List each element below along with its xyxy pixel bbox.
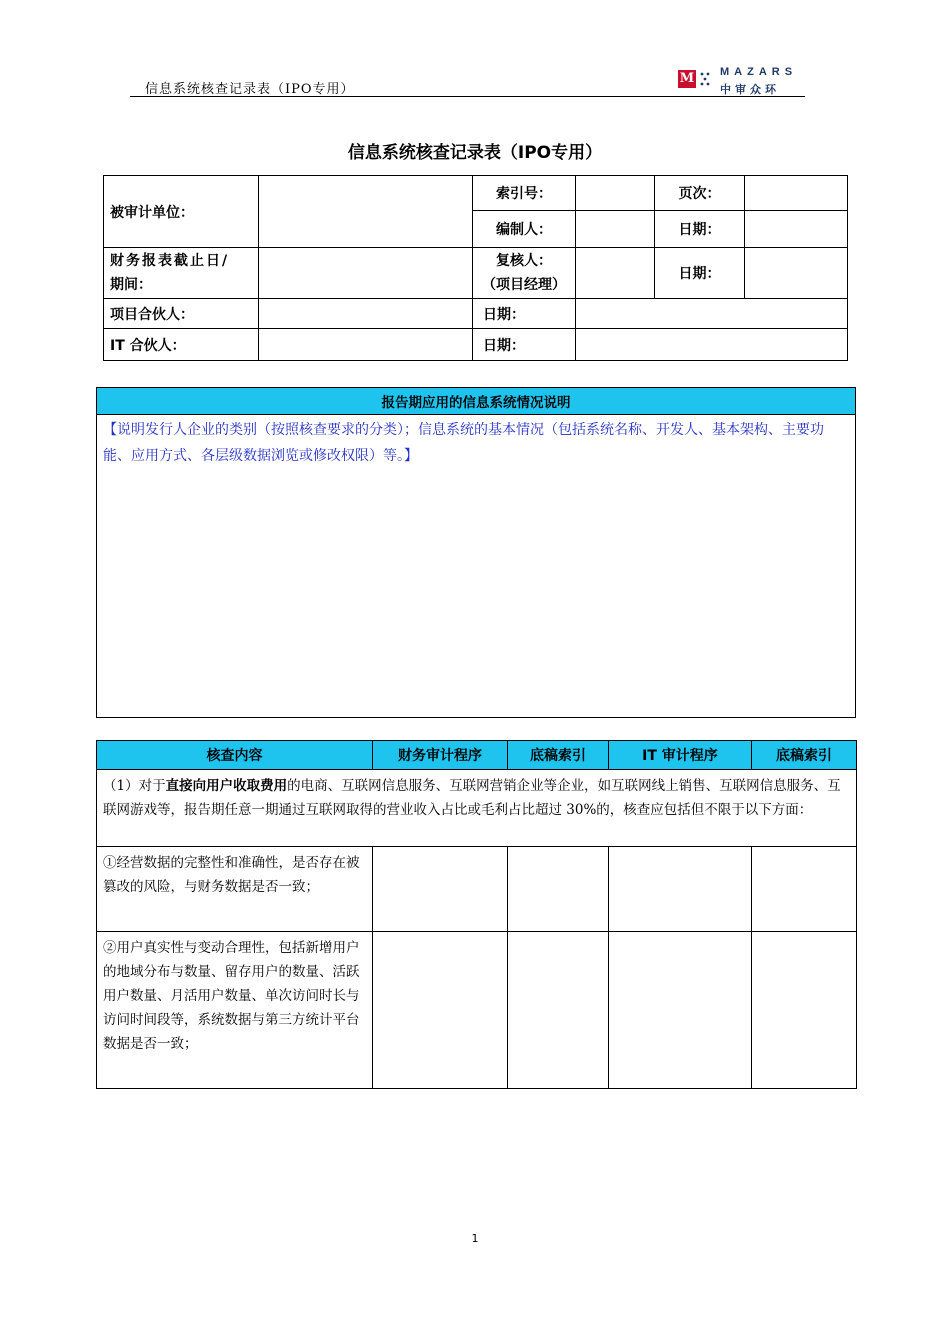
item-2-workpaper-index[interactable] — [508, 932, 609, 1089]
header-rule — [130, 96, 805, 97]
audited-unit-label: 被审计单位： — [104, 176, 259, 248]
index-no-value[interactable] — [576, 176, 655, 211]
preparer-date-value[interactable] — [745, 211, 848, 248]
report-period-value[interactable] — [259, 248, 473, 299]
system-description-header: 报告期应用的信息系统情况说明 — [97, 388, 856, 415]
system-description-table — [96, 387, 856, 718]
item-1-financial-procedure[interactable] — [373, 847, 508, 932]
reviewer-date-value[interactable] — [745, 248, 848, 299]
logo-star-icon — [698, 70, 714, 88]
info-table — [103, 175, 848, 361]
project-partner-date-value[interactable] — [576, 299, 848, 329]
item-1-text: ①经营数据的完整性和准确性，是否存在被篡改的风险，与财务数据是否一致； — [97, 847, 373, 932]
item-1-it-procedure[interactable] — [609, 847, 752, 932]
verification-table — [96, 740, 857, 1089]
intro-prefix: （1）对于 — [103, 778, 166, 794]
report-period-label — [104, 248, 259, 299]
item-2-financial-procedure[interactable] — [373, 932, 508, 1089]
system-description-note[interactable]: 【说明发行人企业的类别（按照核查要求的分类）；信息系统的基本情况（包括系统名称、开发人、基本架构、主要功能、应用方式、各层级数据浏览或修改权限）等。】 — [97, 415, 856, 718]
intro-bold: 直接向用户收取费用 — [165, 778, 288, 794]
page-no-label: 页次： — [655, 176, 745, 211]
page-no-value[interactable] — [745, 176, 848, 211]
project-partner-date-label: 日期： — [473, 299, 576, 329]
intro-suffix: 的电商、互联网信息服务、互联网营销企业等企业，如互联网线上销售、互联网信息服务、互联网游戏等，报告期任意一期通过互联网取得的营业收入占比或毛利占比超过 30%的，核查应包括但不限于以下方面： — [103, 778, 841, 818]
reviewer-label-line1: 复核人： — [496, 253, 552, 269]
col-header-content: 核查内容 — [97, 741, 373, 770]
reviewer-label — [473, 248, 576, 299]
item-2-workpaper-index-2[interactable] — [752, 932, 857, 1089]
table-row — [97, 847, 857, 932]
preparer-date-label: 日期： — [655, 211, 745, 248]
item-1-workpaper-index-2[interactable] — [752, 847, 857, 932]
item-2-text: ②用户真实性与变动合理性，包括新增用户的地域分布与数量、留存用户的数量、活跃用户数量、月活用户数量、单次访问时长与访问时间段等，系统数据与第三方统计平台数据是否一致； — [97, 932, 373, 1089]
table-row — [97, 932, 857, 1089]
running-header-title: 信息系统核查记录表（IPO专用） — [145, 82, 355, 97]
index-no-label: 索引号： — [473, 176, 576, 211]
mazars-logo — [678, 66, 808, 96]
report-period-label-line2: 期间： — [110, 277, 152, 293]
col-header-it-procedure: IT 审计程序 — [609, 741, 752, 770]
reviewer-label-line2: （项目经理） — [482, 277, 566, 293]
col-header-workpaper-index-2: 底稿索引 — [752, 741, 857, 770]
project-partner-value[interactable] — [259, 299, 473, 329]
col-header-workpaper-index: 底稿索引 — [508, 741, 609, 770]
project-partner-label: 项目合伙人： — [104, 299, 259, 329]
it-partner-label: IT 合伙人： — [104, 329, 259, 361]
logo-text-en: MAZARS — [720, 66, 798, 78]
logo-mark: M — [679, 71, 695, 86]
reviewer-date-label: 日期： — [655, 248, 745, 299]
col-header-financial-procedure: 财务审计程序 — [373, 741, 508, 770]
it-partner-date-label: 日期： — [473, 329, 576, 361]
intro-row — [97, 770, 857, 847]
report-period-label-line1: 财务报表截止日/ — [110, 253, 230, 269]
audited-unit-value[interactable] — [259, 176, 473, 248]
preparer-label: 编制人： — [473, 211, 576, 248]
it-partner-date-value[interactable] — [576, 329, 848, 361]
preparer-value[interactable] — [576, 211, 655, 248]
reviewer-value[interactable] — [576, 248, 655, 299]
logo-text-cn: 中审众环 — [720, 83, 780, 96]
it-partner-value[interactable] — [259, 329, 473, 361]
item-2-it-procedure[interactable] — [609, 932, 752, 1089]
document-title: 信息系统核查记录表（IPO专用） — [347, 143, 603, 163]
item-1-workpaper-index[interactable] — [508, 847, 609, 932]
page-number: 1 — [471, 1232, 479, 1245]
